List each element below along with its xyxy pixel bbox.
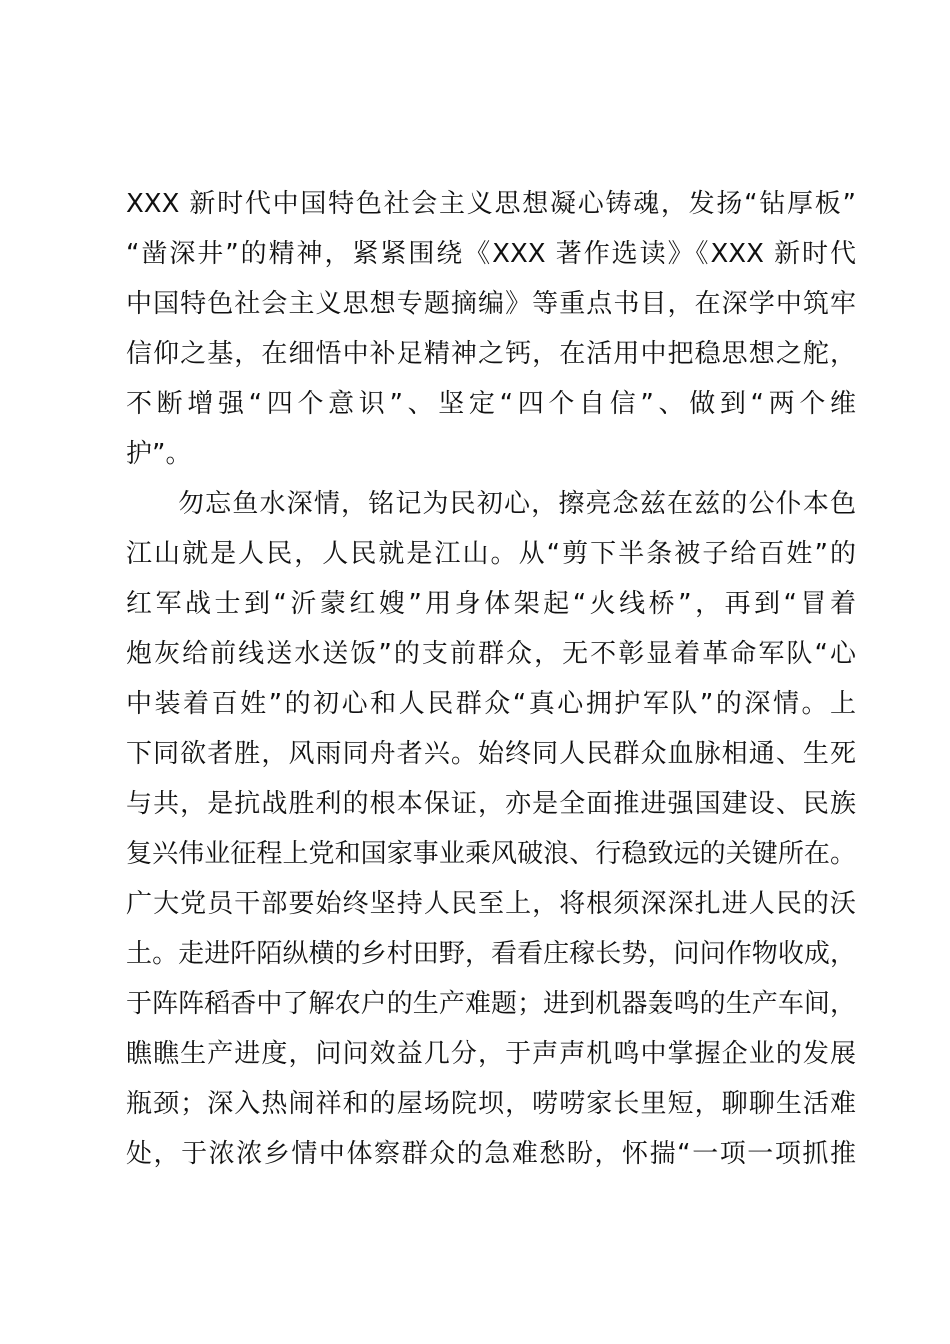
- paragraph-2-line-11: 于阵阵稻香中了解农户的生产难题；进到机器轰鸣的生产车间，: [126, 989, 856, 1019]
- paragraph-2-line-7: 与共，是抗战胜利的根本保证，亦是全面推进强国建设、民族: [126, 789, 856, 819]
- paragraph-2-line-4: 炮灰给前线送水送饭”的支前群众，无不彰显着革命军队“心: [126, 639, 856, 669]
- paragraph-2-line-3: 红军战士到“沂蒙红嫂”用身体架起“火线桥”，再到“冒着: [126, 589, 856, 619]
- paragraph-2-line-1: 勿忘鱼水深情，铭记为民初心，擦亮念兹在兹的公仆本色: [178, 489, 856, 519]
- paragraph-2-line-8: 复兴伟业征程上党和国家事业乘风破浪、行稳致远的关键所在。: [126, 839, 856, 869]
- paragraph-2-line-6: 下同欲者胜，风雨同舟者兴。始终同人民群众血脉相通、生死: [126, 739, 856, 769]
- paragraph-2-line-2: 江山就是人民，人民就是江山。从“剪下半条被子给百姓”的: [126, 539, 856, 569]
- paragraph-1-line-5: 不断增强“四个意识”、坚定“四个自信”、做到“两个维: [126, 389, 856, 419]
- paragraph-1-line-4: 信仰之基，在细悟中补足精神之钙，在活用中把稳思想之舵，: [126, 339, 856, 369]
- document-body: [126, 179, 856, 1179]
- paragraph-2-line-13: 瓶颈；深入热闹祥和的屋场院坝，唠唠家长里短，聊聊生活难: [126, 1089, 856, 1119]
- paragraph-1-line-1: XXX 新时代中国特色社会主义思想凝心铸魂，发扬“钻厚板”: [126, 189, 856, 219]
- paragraph-1-line-3: 中国特色社会主义思想专题摘编》等重点书目，在深学中筑牢: [126, 289, 856, 319]
- paragraph-1-line-6: 护”。: [126, 439, 192, 469]
- paragraph-2-line-9: 广大党员干部要始终坚持人民至上，将根须深深扎进人民的沃: [126, 889, 856, 919]
- paragraph-1-line-2: “凿深井”的精神，紧紧围绕《XXX 著作选读》《XXX 新时代: [126, 239, 856, 269]
- paragraph-2-line-10: 土。走进阡陌纵横的乡村田野，看看庄稼长势，问问作物收成，: [126, 939, 856, 969]
- paragraph-2-line-12: 瞧瞧生产进度，问问效益几分，于声声机鸣中掌握企业的发展: [126, 1039, 856, 1069]
- paragraph-2-line-14: 处，于浓浓乡情中体察群众的急难愁盼，怀揣“一项一项抓推: [126, 1139, 856, 1169]
- paragraph-2-line-5: 中装着百姓”的初心和人民群众“真心拥护军队”的深情。上: [126, 689, 856, 719]
